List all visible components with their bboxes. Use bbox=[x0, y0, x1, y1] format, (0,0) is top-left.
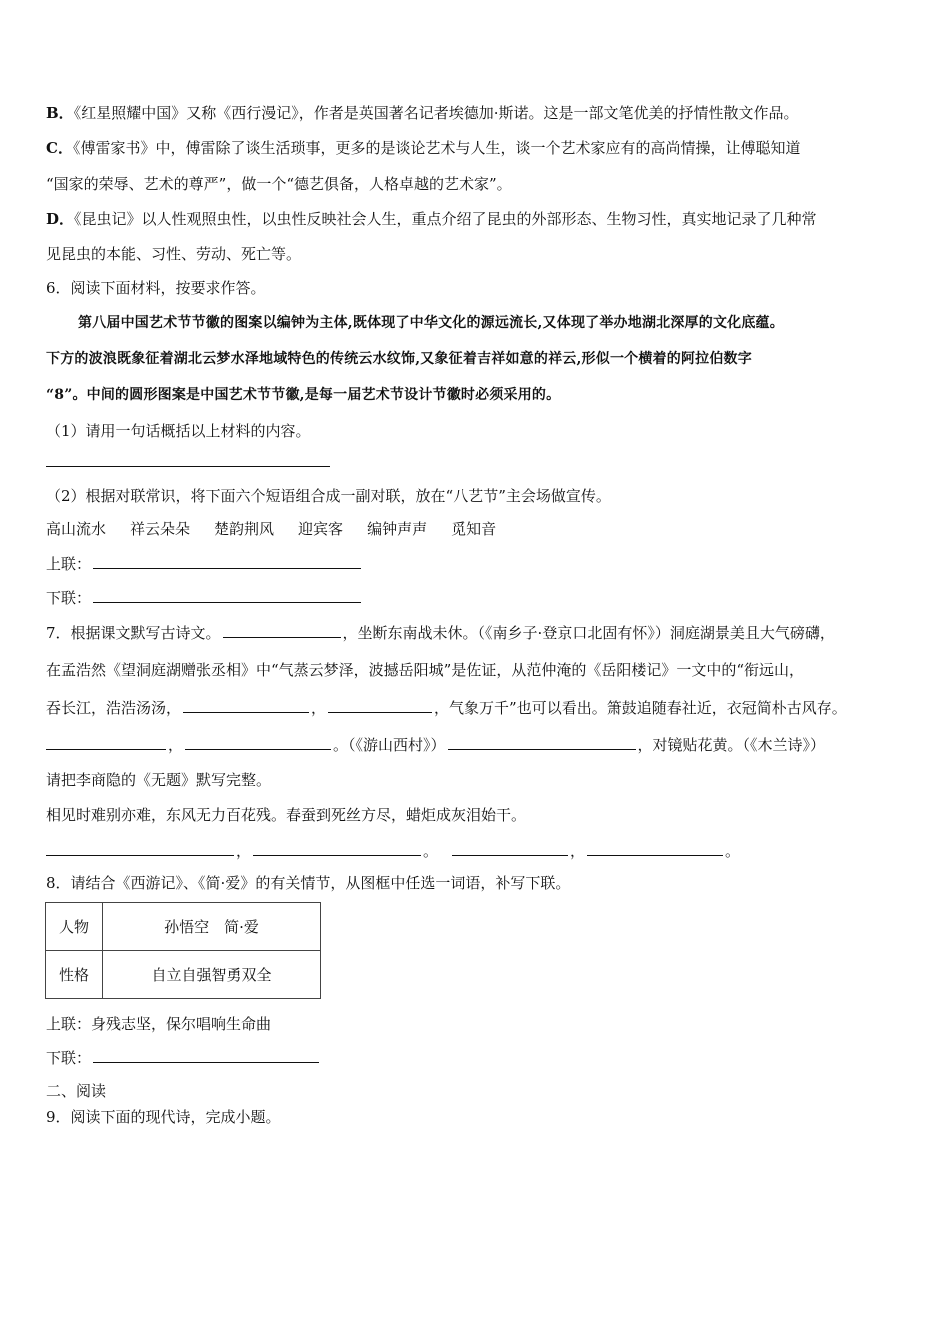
table-value: 孙悟空 简·爱 bbox=[103, 903, 321, 951]
q7-line6: 相见时难别亦难，东风无力百花残。春蚕到死丝方尽，蜡炬成灰泪始干。 bbox=[46, 806, 527, 824]
q7-blank[interactable] bbox=[46, 734, 166, 750]
q8-lower-couplet: 下联： bbox=[46, 1047, 321, 1068]
q6-upper-couplet: 上联： bbox=[46, 553, 363, 574]
q7-line3: 吞长江，浩浩汤汤， ， ，气象万千”也可以看出。箫鼓追随春社近，衣冠简朴古风存。 bbox=[46, 699, 847, 717]
q5-option-c: C．《傅雷家书》中，傅雷除了谈生活琐事，更多的是谈论艺术与人生，谈一个艺术家应有的高尚情操，让傅聪知道 bbox=[46, 139, 801, 157]
q6-title: 6．阅读下面材料，按要求作答。 bbox=[46, 279, 266, 297]
table-key: 性格 bbox=[46, 951, 103, 999]
phrase: 迎宾客 bbox=[298, 520, 344, 538]
upper-couplet-blank[interactable] bbox=[93, 553, 361, 569]
lower-couplet-blank[interactable] bbox=[93, 587, 361, 603]
table-value: 自立自强智勇双全 bbox=[103, 951, 321, 999]
q7-blank[interactable] bbox=[587, 840, 723, 856]
q7-blank[interactable] bbox=[183, 697, 309, 713]
q5-option-d: D．《昆虫记》以人性观照虫性，以虫性反映社会人生，重点介绍了昆虫的外部形态、生物习性，真实地记录了几种常 bbox=[46, 210, 817, 228]
table-key: 人物 bbox=[46, 903, 103, 951]
table-row bbox=[46, 951, 321, 999]
section-heading-reading: 二、阅读 bbox=[46, 1082, 107, 1100]
phrase: 编钟声声 bbox=[367, 520, 428, 538]
q6-sub1: （1）请用一句话概括以上材料的内容。 bbox=[46, 422, 311, 440]
q7-blank[interactable] bbox=[452, 840, 568, 856]
q7-blank[interactable] bbox=[46, 840, 234, 856]
q7-line2: 在孟浩然《望洞庭湖赠张丞相》中“气蒸云梦泽，波撼岳阳城”是佐证，从范仲淹的《岳阳楼记》一文中的“衔远山， bbox=[46, 661, 805, 679]
q7-line7: ， 。 ， 。 bbox=[46, 840, 740, 861]
q7-blank[interactable] bbox=[185, 734, 331, 750]
q7-blank[interactable] bbox=[253, 840, 421, 856]
q6-passage-line2: 下方的波浪既象征着湖北云梦水泽地域特色的传统云水纹饰,又象征着吉祥如意的祥云,形似一个横着的阿拉伯数字 bbox=[46, 351, 752, 367]
q5-option-d-cont: 见昆虫的本能、习性、劳动、死亡等。 bbox=[46, 245, 302, 263]
q7-line5: 请把李商隐的《无题》默写完整。 bbox=[46, 771, 272, 789]
q8-word-box bbox=[45, 902, 321, 999]
q6-passage-line1: 第八届中国艺术节节徽的图案以编钟为主体,既体现了中华文化的源远流长,又体现了举办地湖北深厚的文化底蕴。 bbox=[78, 315, 784, 331]
table-row bbox=[46, 903, 321, 951]
q7-blank[interactable] bbox=[448, 734, 636, 750]
q6-lower-couplet: 下联： bbox=[46, 587, 363, 608]
q8-lower-blank[interactable] bbox=[93, 1047, 319, 1063]
q7-blank[interactable] bbox=[328, 697, 432, 713]
phrase: 楚韵荆风 bbox=[214, 520, 275, 538]
q8-upper-couplet: 上联：身残志坚，保尔唱响生命曲 bbox=[46, 1015, 272, 1033]
q6-passage-line3: “8”。中间的圆形图案是中国艺术节节徽,是每一届艺术节设计节徽时必须采用的。 bbox=[46, 387, 561, 403]
phrase: 觅知音 bbox=[451, 520, 497, 538]
q6-sub1-answer-line[interactable] bbox=[46, 466, 330, 467]
q8-title: 8．请结合《西游记》、《简·爱》的有关情节，从图框中任选一词语，补写下联。 bbox=[46, 874, 571, 892]
q7-line4: ， 。（《游山西村》） ，对镜贴花黄。（《木兰诗》） bbox=[46, 734, 825, 755]
q9-title: 9．阅读下面的现代诗，完成小题。 bbox=[46, 1108, 281, 1126]
q6-phrases bbox=[46, 519, 520, 539]
q7-line1: 7．根据课文默写古诗文。 ，坐断东南战未休。（《南乡子·登京口北固有怀》）洞庭湖景美且大气磅礴， bbox=[46, 624, 835, 642]
q5-option-c-cont: “国家的荣辱、艺术的尊严”，做一个“德艺俱备，人格卓越的艺术家”。 bbox=[46, 175, 512, 193]
q5-option-b: B．《红星照耀中国》又称《西行漫记》，作者是英国著名记者埃德加·斯诺。这是一部文笔优美的抒情性散文作品。 bbox=[46, 104, 799, 122]
q7-blank[interactable] bbox=[223, 622, 341, 638]
phrase: 高山流水 bbox=[46, 520, 107, 538]
q6-sub2: （2）根据对联常识，将下面六个短语组合成一副对联，放在“八艺节”主会场做宣传。 bbox=[46, 487, 611, 505]
phrase: 祥云朵朵 bbox=[130, 520, 191, 538]
